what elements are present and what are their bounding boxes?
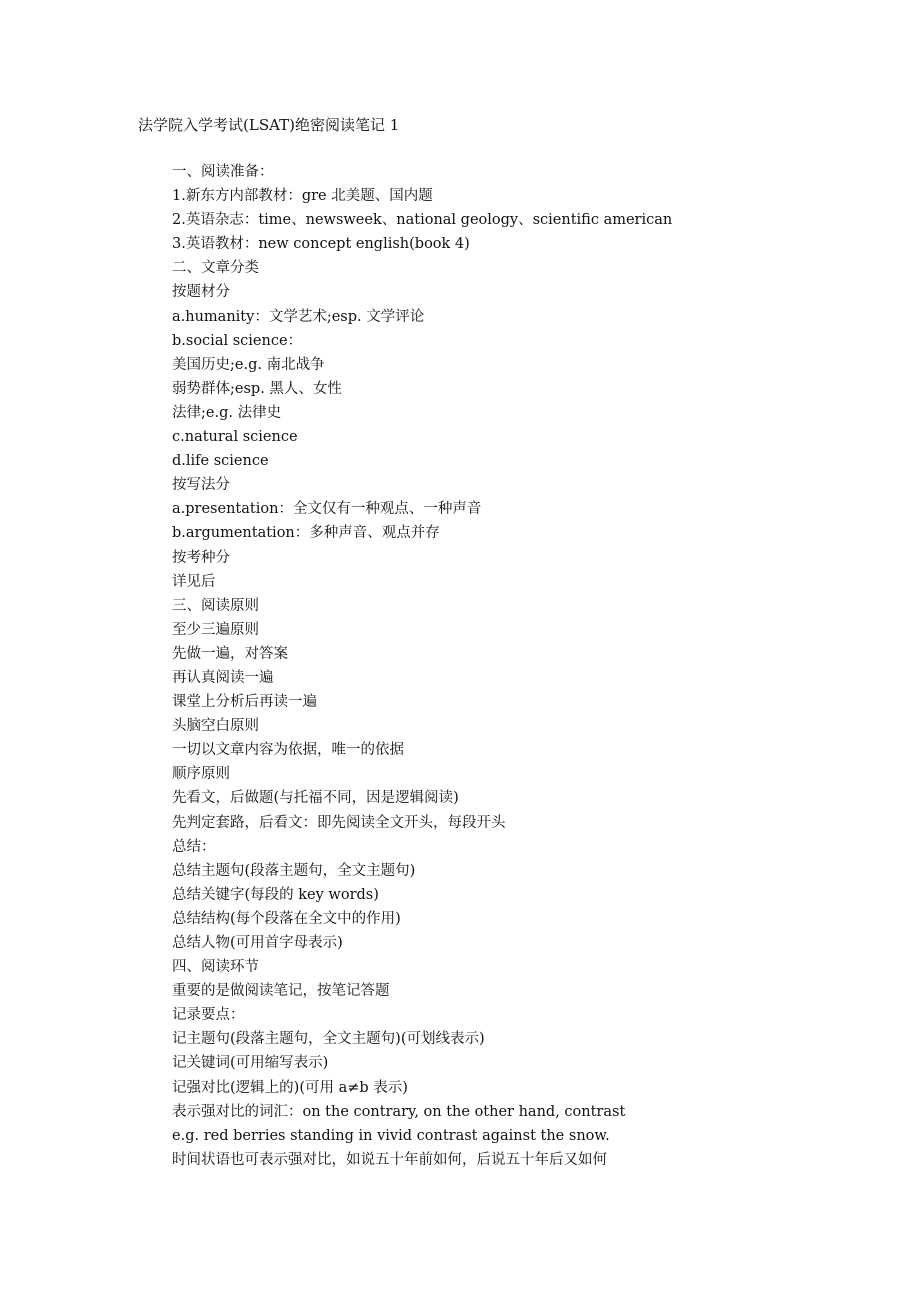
text-line: 表示强对比的词汇：on the contrary, on the other hand, contrast [172, 1103, 626, 1120]
text-line: e.g. red berries standing in vivid contrast against the snow. [172, 1127, 610, 1144]
text-line: 课堂上分析后再读一遍 [172, 694, 317, 711]
text-line: 美国历史;e.g. 南北战争 [172, 356, 325, 373]
text-line: 法律;e.g. 法律史 [172, 404, 282, 421]
text-line: 先做一遍，对答案 [172, 645, 288, 662]
text-line: 总结关键字(每段的 key words) [172, 886, 379, 903]
text-line: 重要的是做阅读笔记，按笔记答题 [172, 983, 390, 1000]
text-line: 3.英语教材：new concept english(book 4) [172, 236, 470, 253]
text-line: 记主题句(段落主题句，全文主题句)(可划线表示) [172, 1031, 485, 1048]
text-line: 按题材分 [172, 284, 230, 301]
document-title: 法学院入学考试(LSAT)绝密阅读笔记 1 [138, 116, 400, 134]
text-line: 记强对比(逻辑上的)(可用 a≠b 表示) [172, 1079, 408, 1096]
text-line: 二、文章分类 [172, 260, 259, 277]
text-line: 按写法分 [172, 477, 230, 494]
text-line: c.natural science [172, 429, 298, 446]
text-line: 再认真阅读一遍 [172, 669, 274, 686]
text-line: 详见后 [172, 573, 216, 590]
text-line: 先看文，后做题(与托福不同，因是逻辑阅读) [172, 790, 459, 807]
text-line: d.life science [172, 453, 269, 470]
document-body [172, 160, 872, 1172]
text-line: 记录要点： [172, 1007, 245, 1024]
text-line: 头脑空白原则 [172, 718, 259, 735]
text-line: 顺序原则 [172, 766, 230, 783]
text-line: b.argumentation：多种声音、观点并存 [172, 525, 440, 542]
text-line: 1.新东方内部教材：gre 北美题、国内题 [172, 188, 433, 205]
text-line: a.humanity：文学艺术;esp. 文学评论 [172, 308, 425, 325]
text-line: a.presentation：全文仅有一种观点、一种声音 [172, 501, 482, 518]
text-line: b.social science： [172, 332, 303, 349]
text-line: 一切以文章内容为依据，唯一的依据 [172, 742, 404, 759]
text-line: 先判定套路，后看文：即先阅读全文开头，每段开头 [172, 814, 506, 831]
text-line: 时间状语也可表示强对比，如说五十年前如何，后说五十年后又如何 [172, 1151, 607, 1168]
text-line: 至少三遍原则 [172, 621, 259, 638]
text-line: 一、阅读准备： [172, 164, 274, 180]
text-line: 记关键词(可用缩写表示) [172, 1055, 329, 1072]
text-line: 总结结构(每个段落在全文中的作用) [172, 910, 401, 927]
text-line: 按考种分 [172, 549, 230, 566]
text-line: 总结主题句(段落主题句，全文主题句) [172, 862, 416, 879]
text-line: 总结： [172, 838, 216, 855]
text-line: 弱势群体;esp. 黑人、女性 [172, 380, 342, 397]
text-line: 四、阅读环节 [172, 959, 259, 976]
text-line: 三、阅读原则 [172, 597, 259, 614]
text-line: 总结人物(可用首字母表示) [172, 935, 343, 951]
text-line: 2.英语杂志：time、newsweek、national geology、scientific american [172, 212, 673, 229]
